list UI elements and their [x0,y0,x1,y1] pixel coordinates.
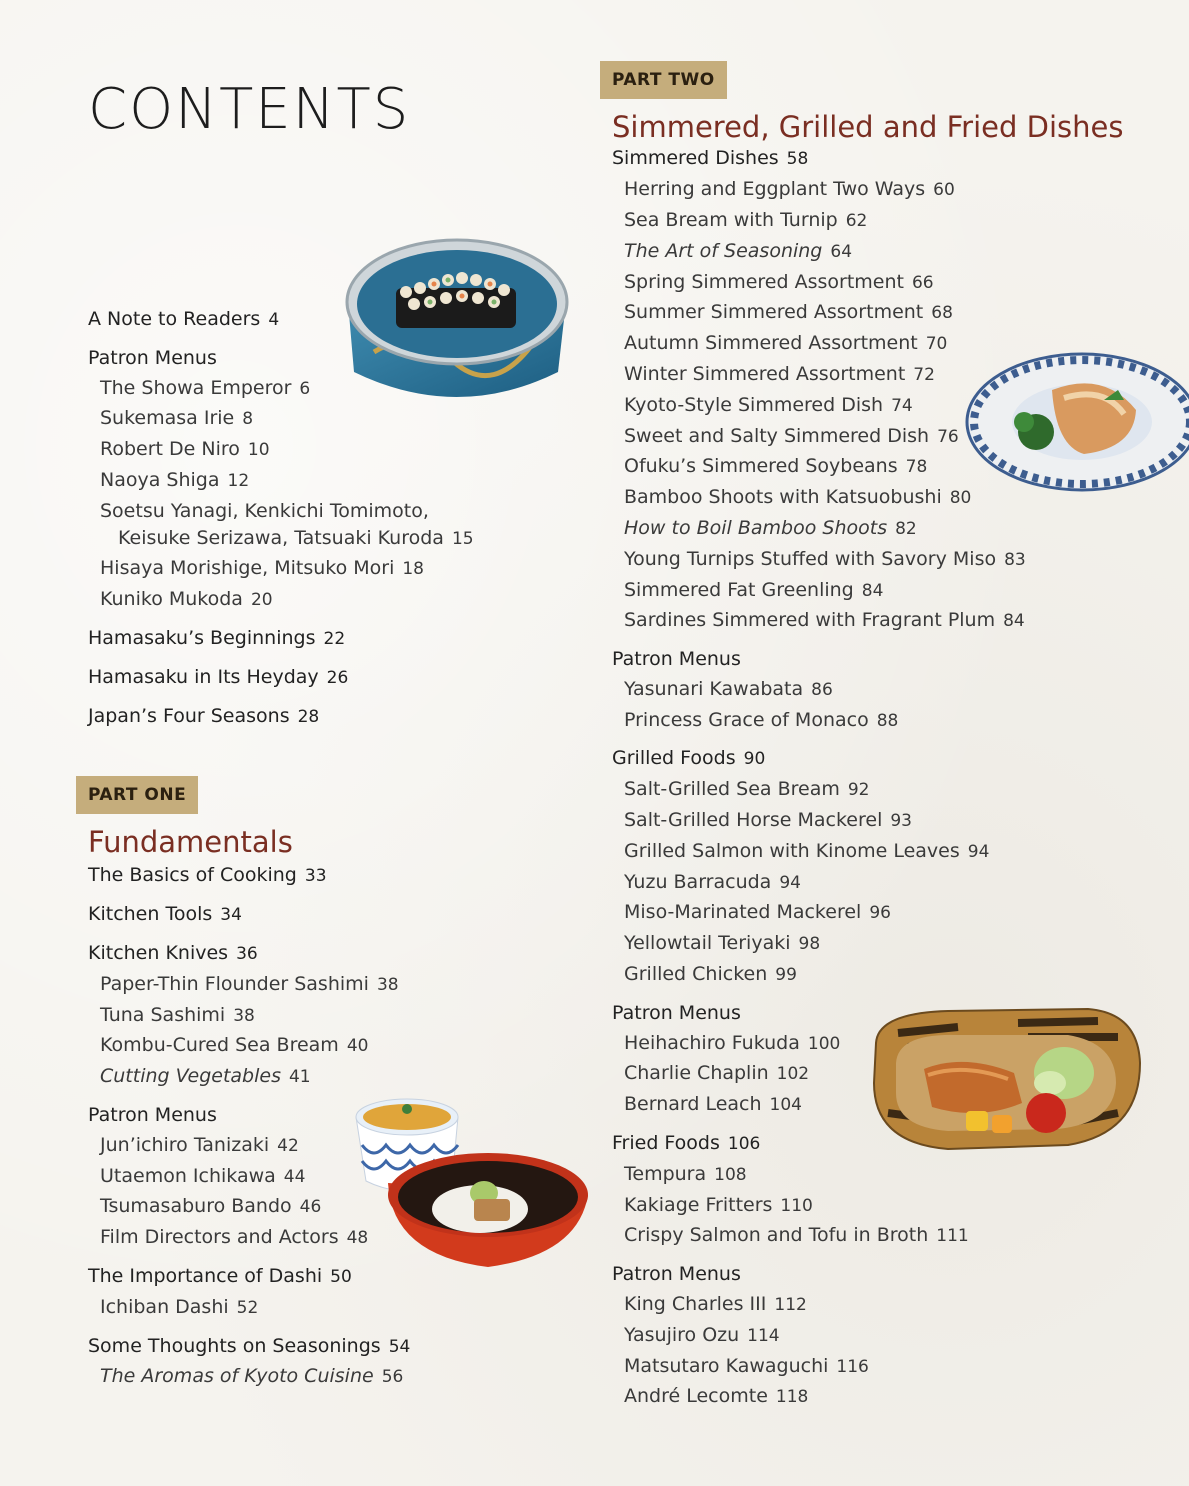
toc-entry[interactable]: Utaemon Ichikawa 44 [100,1164,306,1187]
toc-section-heading[interactable]: Patron Menus [88,346,217,369]
toc-entry[interactable]: Grilled Foods 90 [612,747,766,770]
toc-entry[interactable]: Young Turnips Stuffed with Savory Miso 83 [624,547,1026,570]
part-two-section [600,61,1160,1413]
toc-entry[interactable]: The Showa Emperor 6 [100,376,311,399]
toc-entry[interactable]: Some Thoughts on Seasonings 54 [88,1334,411,1357]
toc-entry[interactable]: Summer Simmered Assortment 68 [624,301,953,324]
fried-cutlet-plate-image [868,1003,1144,1153]
toc-entry[interactable]: Cutting Vegetables 41 [100,1065,311,1088]
toc-entry-continuation[interactable]: Keisuke Serizawa, Tatsuaki Kuroda 15 [118,526,474,549]
toc-entry[interactable]: Hamasaku in Its Heyday 26 [88,665,349,688]
part-two-title: Simmered, Grilled and Fried Dishes [612,110,1124,144]
toc-section-heading[interactable]: Patron Menus [88,1103,217,1126]
toc-entry[interactable]: Kuniko Mukoda 20 [100,588,273,611]
toc-section-heading[interactable]: Patron Menus [612,1263,741,1286]
rice-and-soup-bowls-image [352,1095,592,1271]
toc-entry[interactable]: The Aromas of Kyoto Cuisine 56 [100,1365,404,1388]
toc-entry[interactable]: Simmered Fat Greenling 84 [624,578,884,601]
toc-entry[interactable]: The Art of Seasoning 64 [624,239,853,262]
toc-entry[interactable]: Sardines Simmered with Fragrant Plum 84 [624,609,1025,632]
toc-section-heading[interactable]: Patron Menus [612,648,741,671]
toc-entry[interactable]: Herring and Eggplant Two Ways 60 [624,178,955,201]
part-one-section [76,776,556,1393]
toc-entry[interactable]: Sukemasa Irie 8 [100,407,254,430]
toc-entry[interactable]: Kitchen Tools 34 [88,903,242,926]
toc-entry[interactable]: Film Directors and Actors 48 [100,1226,369,1249]
toc-entry[interactable]: The Importance of Dashi 50 [88,1264,352,1287]
toc-entry[interactable]: Heihachiro Fukuda 100 [624,1031,841,1054]
sushi-bowl-image [344,232,570,410]
part-one-title: Fundamentals [88,825,293,859]
toc-entry[interactable]: Kyoto-Style Simmered Dish 74 [624,393,913,416]
toc-entry[interactable]: A Note to Readers 4 [88,308,280,330]
toc-entry[interactable]: Ofuku’s Simmered Soybeans 78 [624,455,928,478]
toc-entry[interactable]: Jun’ichiro Tanizaki 42 [100,1133,299,1156]
toc-entry[interactable]: Bernard Leach 104 [624,1093,802,1116]
part-two-tag: PART TWO [600,61,727,99]
toc-entry[interactable]: Tsumasaburo Bando 46 [100,1195,322,1218]
toc-entry[interactable]: Yellowtail Teriyaki 98 [624,932,821,955]
toc-entry[interactable]: Kitchen Knives 36 [88,941,258,964]
part-one-tag: PART ONE [76,776,198,814]
toc-entry[interactable]: The Basics of Cooking 33 [88,864,327,887]
page-title: CONTENTS [88,77,411,142]
toc-entry[interactable]: Soetsu Yanagi, Kenkichi Tomimoto, [100,499,429,522]
simmered-fish-plate-image [964,350,1189,495]
toc-entry[interactable]: How to Boil Bamboo Shoots 82 [624,516,917,539]
toc-entry[interactable]: Tuna Sashimi 38 [100,1003,255,1026]
toc-entry[interactable]: Salt-Grilled Sea Bream 92 [624,778,870,801]
toc-entry[interactable]: Winter Simmered Assortment 72 [624,362,935,385]
toc-entry[interactable]: Hisaya Morishige, Mitsuko Mori 18 [100,557,424,580]
toc-entry[interactable]: Yasujiro Ozu 114 [624,1323,780,1346]
toc-entry[interactable]: Yuzu Barracuda 94 [624,870,801,893]
toc-entry[interactable]: Bamboo Shoots with Katsuobushi 80 [624,486,972,509]
toc-entry[interactable]: Paper-Thin Flounder Sashimi 38 [100,972,399,995]
toc-entry[interactable]: Tempura 108 [624,1162,747,1185]
toc-entry[interactable]: Kakiage Fritters 110 [624,1193,813,1216]
toc-entry[interactable]: Robert De Niro 10 [100,438,270,461]
toc-entry[interactable]: King Charles III 112 [624,1293,807,1316]
toc-entry[interactable]: Fried Foods 106 [612,1132,761,1155]
toc-entry[interactable]: Sweet and Salty Simmered Dish 76 [624,424,959,447]
toc-entry[interactable]: Grilled Chicken 99 [624,963,797,986]
toc-entry[interactable]: Princess Grace of Monaco 88 [624,708,899,731]
toc-entry[interactable]: Hamasaku’s Beginnings 22 [88,626,346,649]
toc-entry[interactable]: Kombu-Cured Sea Bream 40 [100,1034,369,1057]
toc-entry[interactable]: Spring Simmered Assortment 66 [624,270,934,293]
toc-entry[interactable]: Yasunari Kawabata 86 [624,677,833,700]
toc-entry[interactable]: Grilled Salmon with Kinome Leaves 94 [624,839,990,862]
toc-entry[interactable]: Simmered Dishes 58 [612,147,809,170]
toc-entry[interactable]: Miso-Marinated Mackerel 96 [624,901,891,924]
toc-entry[interactable]: Crispy Salmon and Tofu in Broth 111 [624,1224,969,1247]
toc-entry[interactable]: Charlie Chaplin 102 [624,1062,810,1085]
toc-entry[interactable]: Salt-Grilled Horse Mackerel 93 [624,809,912,832]
toc-entry[interactable]: Matsutaro Kawaguchi 116 [624,1354,869,1377]
toc-entry[interactable]: Japan’s Four Seasons 28 [88,704,320,727]
toc-entry[interactable]: Sea Bream with Turnip 62 [624,208,868,231]
toc-entry[interactable]: Naoya Shiga 12 [100,468,250,491]
toc-entry[interactable]: Autumn Simmered Assortment 70 [624,332,948,355]
toc-entry[interactable]: André Lecomte 118 [624,1385,809,1408]
toc-entry[interactable]: Ichiban Dashi 52 [100,1295,259,1318]
toc-section-heading[interactable]: Patron Menus [612,1001,741,1024]
